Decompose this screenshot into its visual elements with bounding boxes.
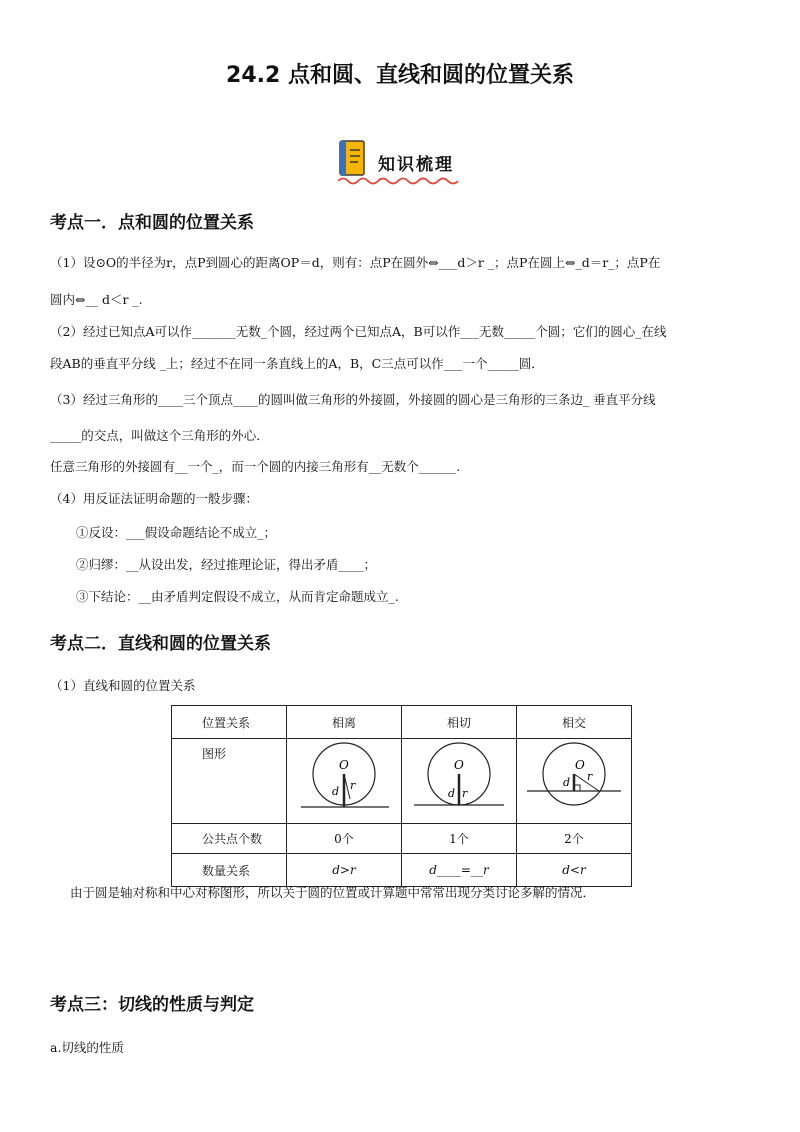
table-row <box>172 739 632 824</box>
s1-line-9: ①反设：___假设命题结论不成立_； <box>76 525 277 540</box>
table-row <box>172 824 632 854</box>
book-icon <box>338 140 368 178</box>
badge-label: 知识梳理 <box>378 155 454 175</box>
line-circle-table <box>171 705 632 887</box>
header-cell: 位置关系 <box>172 706 287 739</box>
page-title: 24.2 点和圆、直线和圆的位置关系 <box>226 63 574 88</box>
figure-cell-separate <box>287 739 402 824</box>
wave-decoration <box>338 176 460 186</box>
figure-cell-intersect <box>517 739 632 824</box>
s1-line-2: 圆内⇔__ d＜r _. <box>50 292 143 307</box>
points-cell: 0个 <box>287 824 402 854</box>
knowledge-badge <box>338 138 462 188</box>
s1-line-7: 任意三角形的外接圆有__一个_，而一个圆的内接三角形有__无数个______. <box>50 459 461 474</box>
radius-label: r <box>350 779 356 792</box>
s2-note: 由于圆是轴对称和中心对称图形，所以关于圆的位置或计算题中常常出现分类讨论多解的情况． <box>70 885 596 900</box>
s1-line-5: （3）经过三角形的____三个顶点____的圆叫做三角形的外接圆，外接圆的圆心是三角形的三条边_ 垂直平分线 <box>50 392 656 407</box>
s1-line-11: ③下结论：__由矛盾判定假设不成立，从而肯定命题成立_. <box>76 589 399 604</box>
radius-label: r <box>462 787 468 800</box>
s1-line-3: （2）经过已知点A可以作_______无数_个圆，经过两个已知点A，B可以作___无数_____个圆；它们的圆心_在线 <box>50 324 667 339</box>
s1-line-10: ②归缪：__从设出发，经过推理论证，得出矛盾____； <box>76 557 377 572</box>
points-cell: 1个 <box>402 824 517 854</box>
figure-tangent <box>402 739 516 817</box>
center-label: O <box>575 758 585 772</box>
figure-intersect <box>517 739 631 817</box>
figure-separate <box>287 739 401 817</box>
row-label: 数量关系 <box>172 854 287 887</box>
dist-label: d <box>563 776 571 789</box>
relation-cell: d____=__r <box>402 854 517 887</box>
points-cell: 2个 <box>517 824 632 854</box>
radius-label: r <box>587 770 593 783</box>
s2-intro: （1）直线和圆的位置关系 <box>50 678 196 693</box>
section-heading-2: 考点二．直线和圆的位置关系 <box>50 634 271 654</box>
header-cell: 相切 <box>402 706 517 739</box>
dist-label: d <box>448 787 456 800</box>
s3-subheading: a.切线的性质 <box>50 1040 124 1055</box>
row-label: 图形 <box>172 739 287 824</box>
dist-label: d <box>332 785 340 798</box>
center-label: O <box>454 758 464 772</box>
header-cell: 相交 <box>517 706 632 739</box>
row-label: 公共点个数 <box>172 824 287 854</box>
figure-cell-tangent <box>402 739 517 824</box>
s1-line-6: _____的交点，叫做这个三角形的外心． <box>50 428 269 443</box>
s1-line-8: （4）用反证法证明命题的一般步骤： <box>50 491 258 506</box>
s1-line-4: 段AB的垂直平分线 _上；经过不在同一条直线上的A，B，C三点可以作___一个_____圆． <box>50 356 544 371</box>
center-label: O <box>339 758 349 772</box>
relation-cell: d<r <box>517 854 632 887</box>
header-cell: 相离 <box>287 706 402 739</box>
relation-cell: d>r <box>287 854 402 887</box>
s1-line-1: （1）设⊙O的半径为r，点P到圆心的距离OP＝d，则有：点P在圆外⇔___d＞r _；点P在圆上⇔_d＝r_；点P在 <box>50 255 661 270</box>
table-row <box>172 706 632 739</box>
table-row <box>172 854 632 887</box>
section-heading-3: 考点三：切线的性质与判定 <box>50 995 254 1015</box>
section-heading-1: 考点一．点和圆的位置关系 <box>50 213 254 233</box>
